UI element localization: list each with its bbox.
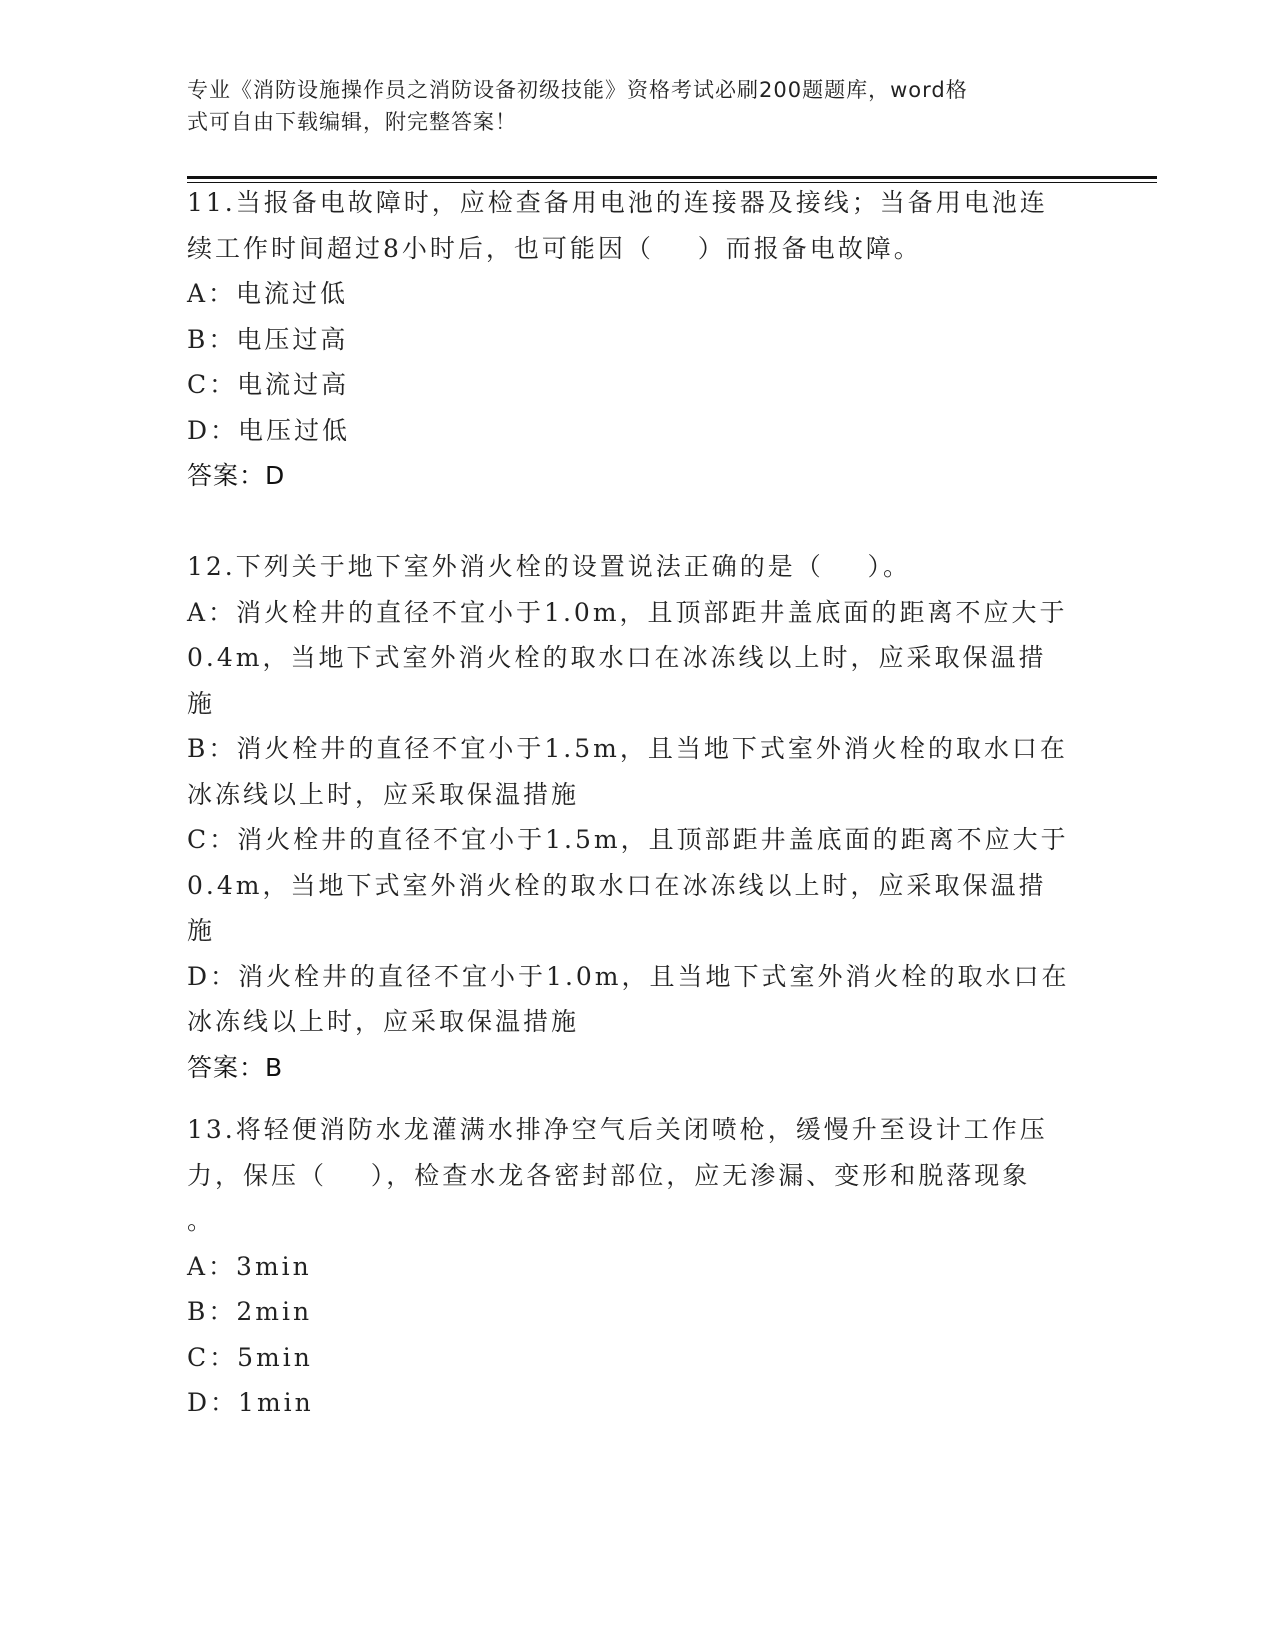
- question-stem-line: 力，保压（ ），检查水龙各密封部位，应无渗漏、变形和脱落现象: [187, 1160, 1031, 1190]
- option-b: B：电压过高: [187, 324, 349, 354]
- question-11: [187, 180, 1087, 499]
- option-a: A：消火栓井的直径不宜小于1.0m，且顶部距井盖底面的距离不应大于: [187, 597, 1068, 627]
- question-12: [187, 544, 1087, 1090]
- option-c-cont: 0.4m，当地下式室外消火栓的取水口在冰冻线以上时，应采取保温措: [187, 870, 1047, 900]
- option-a-cont: 0.4m，当地下式室外消火栓的取水口在冰冻线以上时，应采取保温措: [187, 643, 1047, 672]
- option-c: C：电流过高: [187, 370, 350, 399]
- option-d-cont: 冰冻线以上时，应采取保温措施: [187, 1007, 580, 1036]
- option-c: C：消火栓井的直径不宜小于1.5m，且顶部距井盖底面的距离不应大于: [187, 825, 1069, 854]
- question-stem-line: 。: [187, 1206, 216, 1235]
- option-b-cont: 冰冻线以上时，应采取保温措施: [187, 779, 580, 809]
- option-a-cont: 施: [187, 688, 216, 718]
- answer-line: 答案：D: [187, 461, 286, 490]
- header-line: 式可自由下载编辑，附完整答案！: [187, 110, 517, 134]
- option-d: D：1min: [187, 1388, 314, 1417]
- option-a: A：电流过低: [187, 279, 349, 308]
- question-stem-line: 续工作时间超过8小时后，也可能因（ ）而报备电故障。: [187, 233, 922, 263]
- header-divider: [187, 176, 1157, 179]
- option-b: B：消火栓井的直径不宜小于1.5m，且当地下式室外消火栓的取水口在: [187, 734, 1068, 763]
- question-stem-line: 13.将轻便消防水龙灌满水排净空气后关闭喷枪，缓慢升至设计工作压: [187, 1115, 1048, 1144]
- header-line: 专业《消防设施操作员之消防设备初级技能》资格考试必刷200题题库，word格: [187, 78, 968, 102]
- question-stem-line: 12.下列关于地下室外消火栓的设置说法正确的是（ ）。: [187, 552, 912, 581]
- option-b: B：2min: [187, 1297, 313, 1326]
- option-c-cont: 施: [187, 916, 216, 945]
- answer-line: 答案：B: [187, 1052, 284, 1082]
- option-d: D：消火栓井的直径不宜小于1.0m，且当地下式室外消火栓的取水口在: [187, 961, 1070, 991]
- option-a: A：3min: [187, 1251, 312, 1281]
- option-c: C：5min: [187, 1342, 313, 1372]
- document-header: [187, 74, 1087, 138]
- option-d: D：电压过低: [187, 415, 351, 445]
- question-13: [187, 1107, 1087, 1426]
- question-stem-line: 11.当报备电故障时，应检查备用电池的连接器及接线；当备用电池连: [187, 188, 1048, 217]
